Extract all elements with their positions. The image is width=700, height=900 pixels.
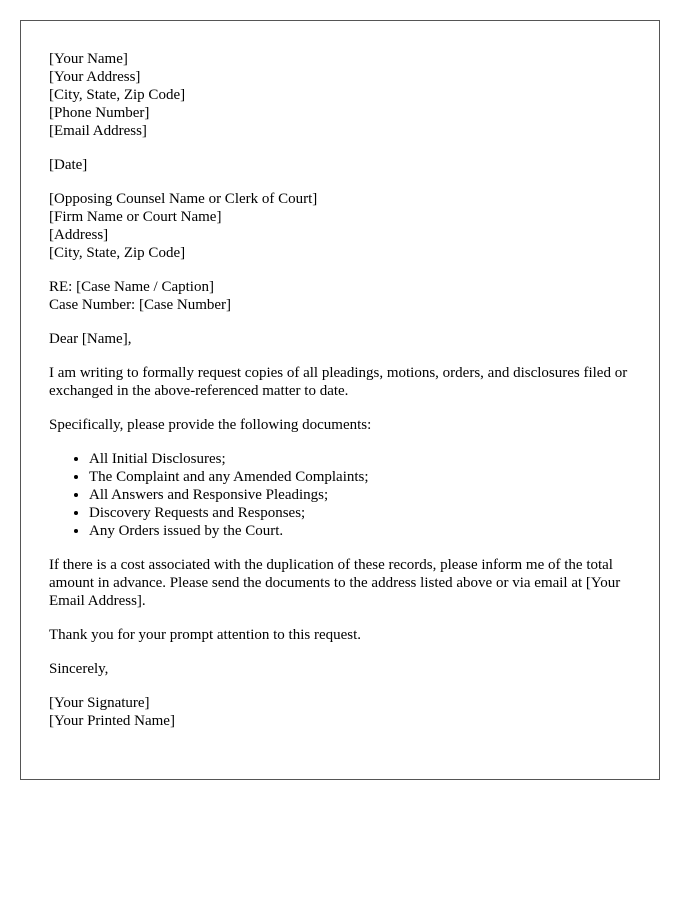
cost-paragraph: If there is a cost associated with the duplication of these records, please inform me of the total amount in advance. Please send the documents to the address listed above or via email at [Your Email Address]. xyxy=(49,557,621,609)
sender-block xyxy=(49,50,631,140)
document-list xyxy=(49,450,631,540)
sender-phone: [Phone Number] xyxy=(49,105,150,121)
list-item: • Discovery Requests and Responses; xyxy=(89,504,631,522)
recipient-name: [Opposing Counsel Name or Clerk of Court] xyxy=(49,191,318,207)
letter-page xyxy=(20,20,660,780)
list-item: • The Complaint and any Amended Complaints; xyxy=(89,468,631,486)
thanks-paragraph: Thank you for your prompt attention to this request. xyxy=(49,627,362,643)
salutation: Dear [Name], xyxy=(49,331,132,347)
list-intro: Specifically, please provide the following documents: xyxy=(49,417,372,433)
list-item: • All Answers and Responsive Pleadings; xyxy=(89,486,631,504)
reference-block xyxy=(49,278,631,314)
sender-email: [Email Address] xyxy=(49,123,147,139)
list-item: • Any Orders issued by the Court. xyxy=(89,522,631,540)
recipient-block xyxy=(49,190,631,262)
date-block xyxy=(49,156,631,174)
recipient-address: [Address] xyxy=(49,227,109,243)
letter-date: [Date] xyxy=(49,157,88,173)
printed-name: [Your Printed Name] xyxy=(49,713,175,729)
signature-line: [Your Signature] xyxy=(49,695,150,711)
case-number: Case Number: [Case Number] xyxy=(49,297,232,313)
list-item: • All Initial Disclosures; xyxy=(89,450,631,468)
closing: Sincerely, xyxy=(49,661,109,677)
intro-paragraph: I am writing to formally request copies of all pleadings, motions, orders, and disclosures filed or exchanged in the above-referenced matter to date. xyxy=(49,365,628,399)
sender-name: [Your Name] xyxy=(49,51,128,67)
recipient-city-state-zip: [City, State, Zip Code] xyxy=(49,245,186,261)
case-caption: RE: [Case Name / Caption] xyxy=(49,279,214,295)
sender-address: [Your Address] xyxy=(49,69,141,85)
recipient-firm: [Firm Name or Court Name] xyxy=(49,209,222,225)
signature-block xyxy=(49,694,631,730)
sender-city-state-zip: [City, State, Zip Code] xyxy=(49,87,186,103)
